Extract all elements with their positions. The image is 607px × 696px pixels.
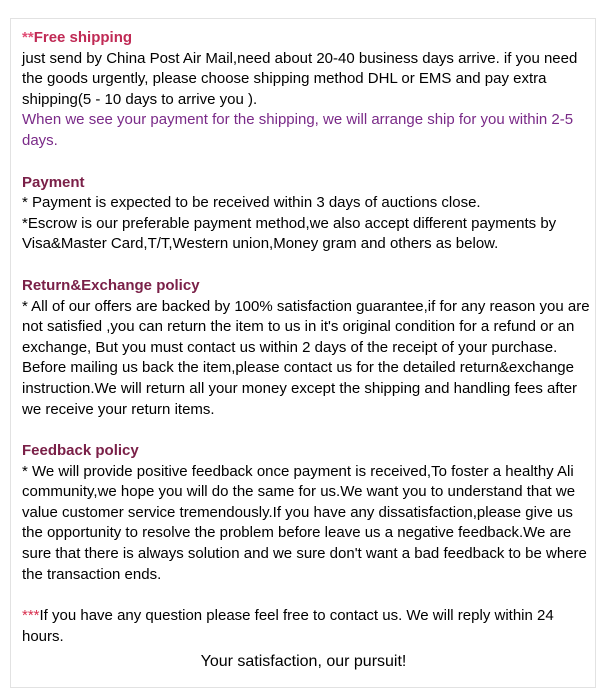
footer-slogan: Your satisfaction, our pursuit!: [200, 653, 407, 670]
contact-body: [22, 606, 592, 647]
feedback-body: * We will provide positive feedback once payment is received,To foster a healthy Ali community,we hope you will do the same for us.We want you to understand that we value customer service tremendously.If you have any dissatisfaction,please give us the opportunity to resolve the problem before leave us a negative feedback.We are sure that there is always solution and we sure don't want a bad feedback to be where the transaction ends.: [22, 462, 587, 583]
payment-heading: Payment: [22, 173, 85, 191]
shipping-stars: **: [22, 29, 34, 46]
feedback-section: [22, 441, 592, 585]
shipping-section: [22, 28, 592, 152]
contact-text: If you have any question please feel free to contact us. We will reply within 24 hours.: [22, 607, 554, 645]
returns-heading: Return&Exchange policy: [22, 276, 200, 294]
shipping-note: When we see your payment for the shipping, we will arrange ship for you within 2-5 days.: [22, 111, 574, 149]
returns-body: * All of our offers are backed by 100% satisfaction guarantee,if for any reason you are not satisfied ,you can return the item to us in it's original condition for a refund or an exchange, But you must contact us within 2 days of the receipt of your purchase. Before mailing us back the item,please contact us for the detailed return&exchange instruction.We will return all your money except the shipping and handling fees after we receive your return items.: [22, 297, 590, 418]
payment-section: [22, 173, 592, 255]
shipping-heading: [22, 28, 592, 49]
returns-section: [22, 276, 592, 420]
contact-section: [22, 606, 592, 647]
shipping-title: Free shipping: [33, 29, 133, 46]
policy-content: [22, 28, 592, 647]
payment-line-1: * Payment is expected to be received within 3 days of auctions close.: [22, 194, 481, 212]
shipping-body: just send by China Post Air Mail,need about 20-40 business days arrive. if you need the goods urgently, please choose shipping method DHL or EMS and pay extra shipping(5 - 10 days to arrive you ).: [22, 49, 578, 108]
contact-stars: ***: [22, 607, 40, 625]
feedback-heading: Feedback policy: [22, 442, 139, 460]
payment-line-2: *Escrow is our preferable payment method,we also accept different payments by Visa&Master Card,T/T,Western union,Money gram and others as below.: [22, 214, 557, 253]
